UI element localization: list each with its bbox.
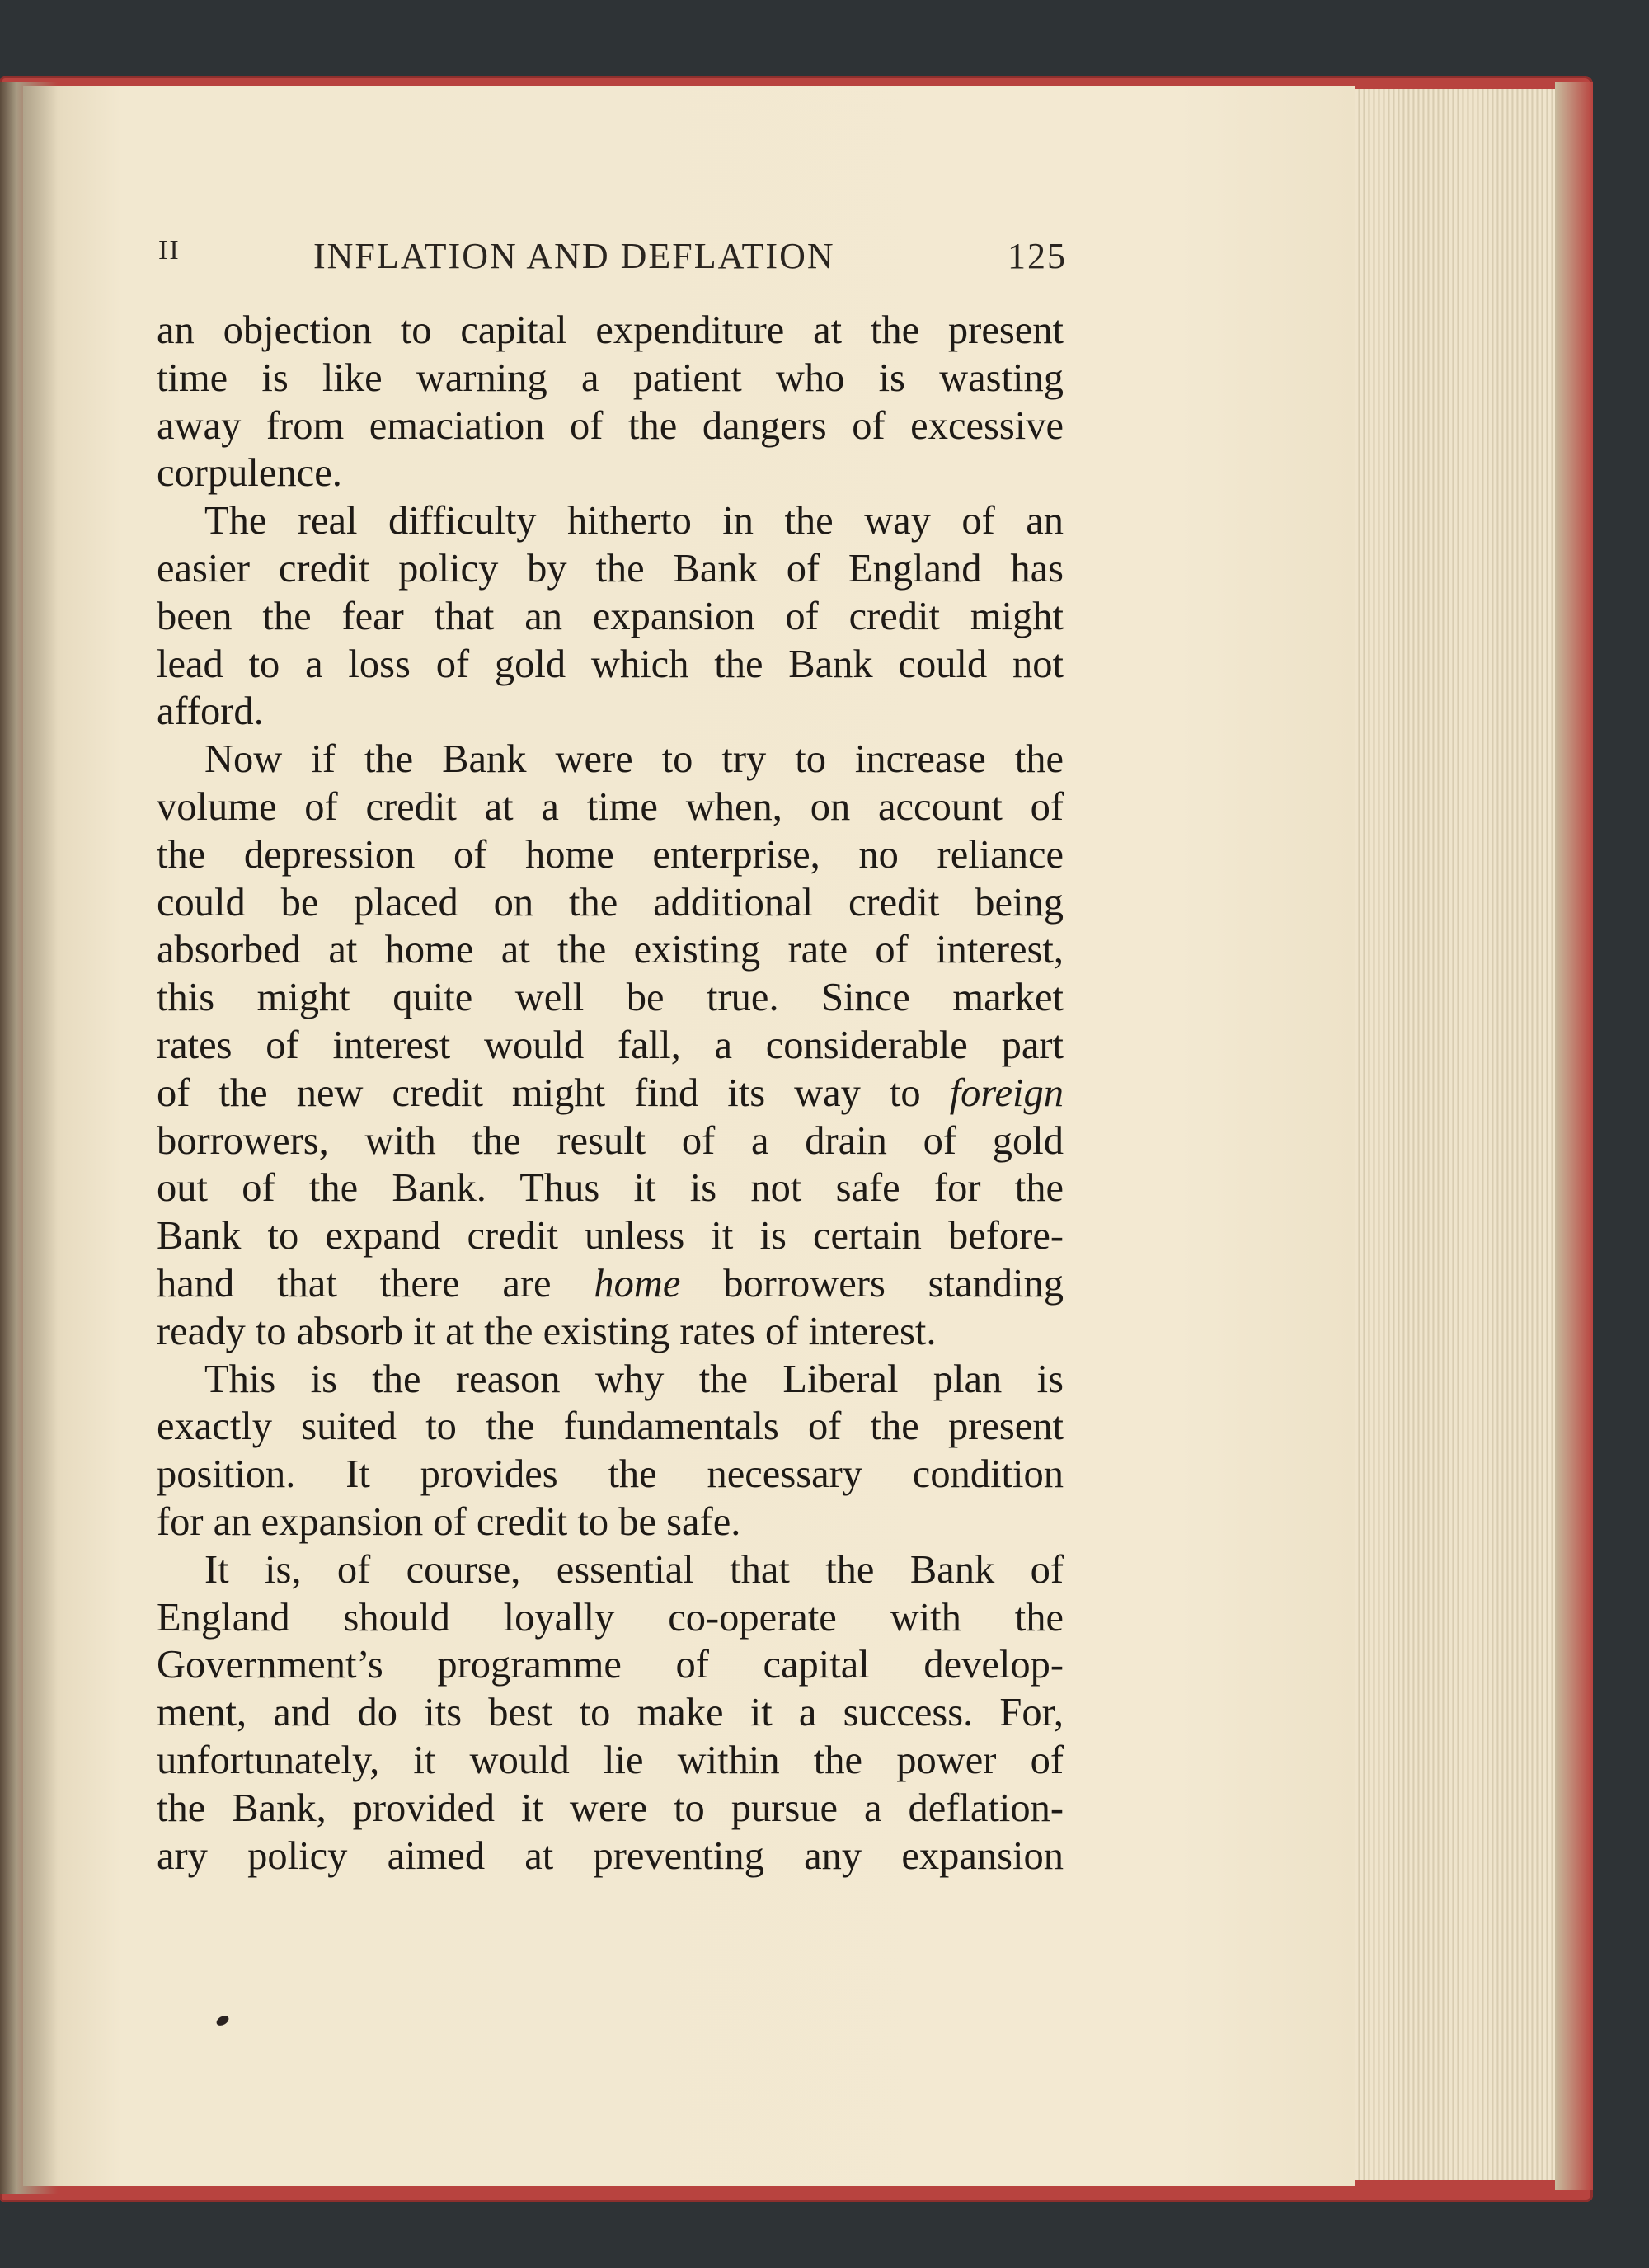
text-line: rates of interest would fall, a considerable part [157,1023,1064,1067]
gutter-shadow [0,82,58,2194]
text-line: unfortunately, it would lie within the power of [157,1738,1064,1782]
page-number: 125 [1008,236,1067,276]
page-edges-shadow [1555,82,1593,2190]
text-line: It is, of course, essential that the Bank of [204,1547,1064,1592]
text-segment: borrowers standing [680,1261,1064,1306]
text-segment: of the new credit might find its way to [157,1070,950,1115]
page-edges [1344,89,1562,2180]
text-line: this might quite well be true. Since market [157,976,1064,1020]
text-segment: hand that there are [157,1261,594,1306]
emphasis-foreign: foreign [949,1070,1064,1115]
text-line: corpulence. [157,451,342,496]
text-line: exactly suited to the fundamentals of the present [157,1405,1064,1449]
text-line: borrowers, with the result of a drain of gold [157,1118,1064,1163]
text-line: afford. [157,689,264,734]
emphasis-home: home [594,1261,681,1306]
text-line: the Bank, provided it were to pursue a deflation- [157,1786,1064,1830]
text-line: Government’s programme of capital develop- [157,1643,1064,1687]
text-line: ready to absorb it at the existing rates of interest. [157,1309,937,1353]
text-line: position. It provides the necessary condition [157,1452,1064,1497]
body-text [157,307,1064,1880]
chapter-numeral: II [158,235,181,266]
text-line: away from emaciation of the dangers of excessive [157,403,1064,448]
text-line: Bank to expand credit unless it is certain before- [157,1214,1064,1259]
text-line [157,1070,1064,1118]
text-line: absorbed at home at the existing rate of interest, [157,928,1064,972]
text-line: for an expansion of credit to be safe. [157,1499,741,1544]
text-line: been the fear that an expansion of credit might [157,594,1064,638]
text-line: volume of credit at a time when, on account of [157,784,1064,829]
text-line: This is the reason why the Liberal plan is [204,1357,1064,1401]
text-line: an objection to capital expenditure at the present [157,308,1064,352]
text-line: time is like warning a patient who is wasting [157,355,1064,400]
running-title: INFLATION AND DEFLATION [313,236,835,276]
text-line: easier credit policy by the Bank of England has [157,546,1064,591]
text-line: England should loyally co-operate with the [157,1595,1064,1640]
text-line: lead to a loss of gold which the Bank could not [157,642,1064,686]
text-line: ment, and do its best to make it a success. For, [157,1691,1064,1735]
text-line: could be placed on the additional credit being [157,880,1064,925]
text-line [157,1260,1064,1308]
text-line: the depression of home enterprise, no reliance [157,832,1064,877]
text-line: Now if the Bank were to try to increase the [204,737,1064,782]
text-line: out of the Bank. Thus it is not safe for the [157,1166,1064,1211]
text-line: ary policy aimed at preventing any expansion [157,1833,1064,1878]
text-line: The real difficulty hitherto in the way of an [204,499,1064,543]
